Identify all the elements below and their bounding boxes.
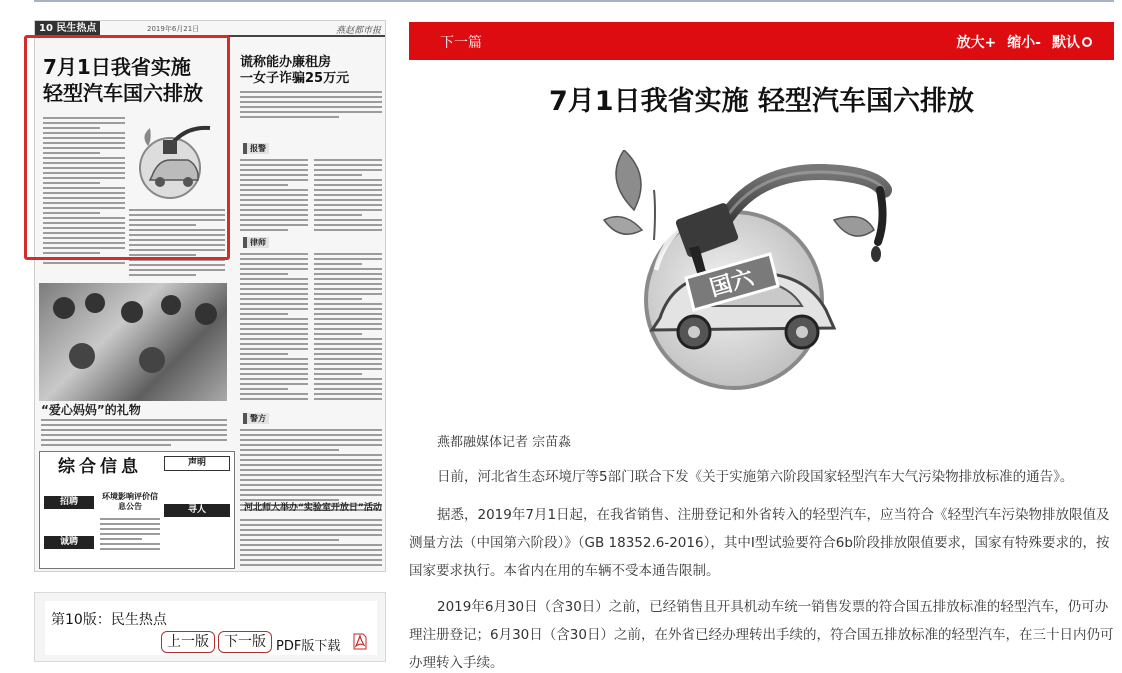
zoom-in-button[interactable]: 放大+ [956, 35, 997, 51]
article-paragraph: 2019年6月30日（含30日）之前，已经销售且开具机动车统一销售发票的符合国五排放标准的轻型汽车，仍可办理注册登记；6月30日（含30日）之前，在外省已经办理转出手续的，符合国五排放标准的轻型汽车，在三十日内仍可办理转入手续。 [409, 599, 1114, 671]
ad-box-missing: 寻人 [164, 504, 230, 517]
pdf-download-link[interactable]: PDF版下载 [276, 639, 341, 654]
zoom-controls [956, 32, 1092, 52]
ad-box-recruit: 招聘 [44, 496, 94, 509]
ad-box-hiring: 诚聘 [44, 536, 94, 549]
byline: 燕都融媒体记者 宗苗淼 [437, 435, 572, 450]
article-toolbar [409, 22, 1114, 60]
next-edition-button[interactable]: 下一版 [218, 631, 272, 653]
selected-article-highlight[interactable] [24, 35, 230, 260]
masthead: 燕赵都市报 [335, 26, 381, 36]
top-rule [34, 0, 1114, 2]
reset-zoom-button[interactable]: 默认 [1052, 32, 1092, 52]
photo-title: “爱心妈妈”的礼物 [41, 403, 141, 417]
ad-box-statement: 声明 [164, 456, 230, 471]
fuel-nozzle-car-illustration [594, 150, 894, 410]
edition-label: 第10版：民生热点 [51, 612, 167, 628]
police-body [240, 429, 382, 514]
article-paragraph: 日前，河北省生态环境厅等5部门联合下发《关于实施第六阶段国家轻型汽车大气污染物排放标准的通告》。 [437, 469, 1074, 485]
section-head-police: 警方 [243, 413, 269, 424]
story2-title[interactable]: 谎称能办廉租房 一女子诈骗25万元 [240, 55, 350, 86]
story2-intro [240, 91, 382, 121]
section-head-lawyer: 律师 [243, 237, 269, 248]
section-head-university: 河北师大举办“实验室开放日”活动 [244, 503, 382, 513]
guoliu-badge-label: 国六 [707, 265, 757, 302]
report-col-b [314, 159, 382, 234]
page-date: 2019年6月21日 [147, 25, 200, 33]
article-headline: 7月1日我省实施 轻型汽车国六排放 [549, 86, 974, 117]
lawyer-col-b [314, 253, 382, 403]
next-article-link[interactable]: 下一篇 [440, 35, 482, 51]
section-head-report: 报警 [243, 143, 269, 154]
article-paragraph: 据悉，2019年7月1日起，在我省销售、注册登记和外省转入的轻型汽车，应当符合《轻型汽车污染物排放限值及测量方法（中国第六阶段）》（GB 18352.6-2016），其中Ⅰ型试验要符合6b阶段排放限值要求，国家有特殊要求的，按国家要求执行。本省内在用的车辆不受本通告限制。 [409, 507, 1110, 579]
lead-story-title[interactable]: 7月1日我省实施 轻型汽车国六排放 [43, 55, 203, 105]
ad-box-environment: 环境影响评价信息公告 [102, 492, 158, 511]
children-photo [39, 283, 227, 401]
university-body [240, 519, 382, 569]
classified-ads [39, 451, 235, 569]
zoom-out-button[interactable]: 缩小- [1007, 35, 1041, 51]
ad-title: 综合信息 [58, 457, 142, 477]
page-number: 10 民生热点 [35, 21, 100, 37]
pdf-icon[interactable] [353, 633, 367, 650]
edition-pager [34, 592, 386, 662]
prev-edition-button[interactable]: 上一版 [161, 631, 215, 653]
photo-caption-body [41, 419, 227, 449]
reset-circle-icon [1082, 37, 1092, 47]
report-col-a [240, 159, 308, 234]
lawyer-col-a [240, 253, 308, 403]
